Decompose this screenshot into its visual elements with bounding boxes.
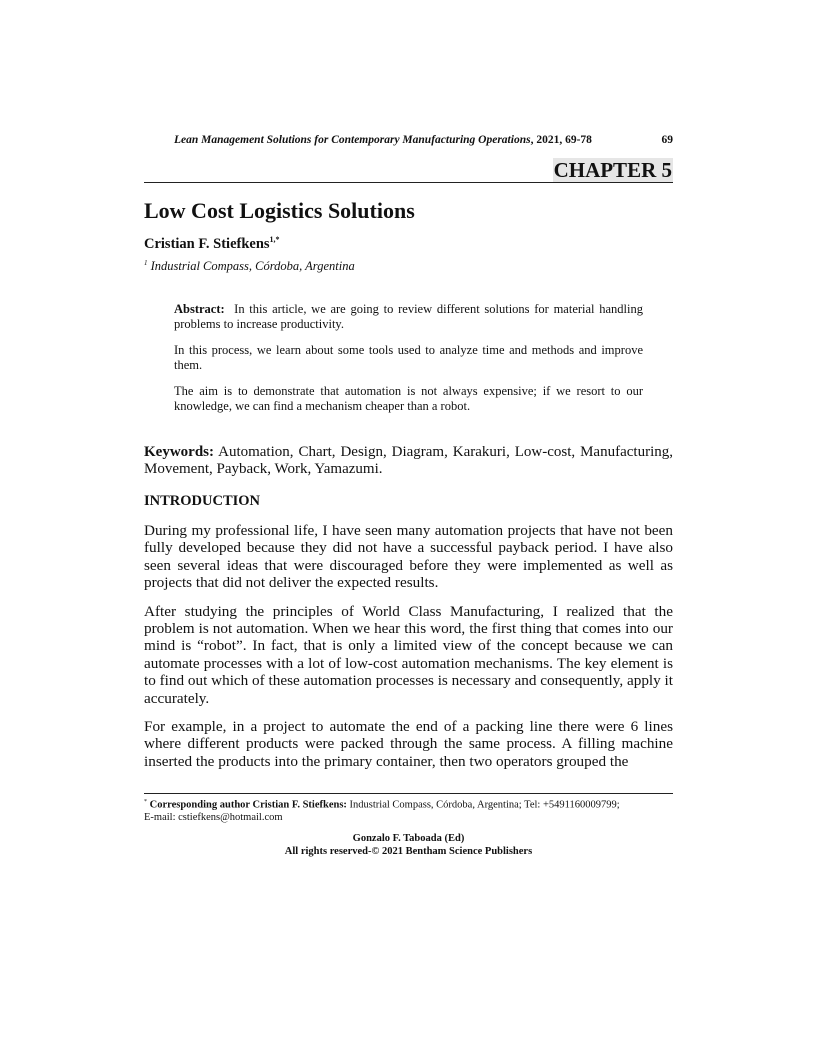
body-text bbox=[144, 522, 673, 781]
affiliation-mark: 1 bbox=[144, 259, 148, 267]
abstract bbox=[174, 302, 643, 425]
rights-line: All rights reserved-© 2021 Bentham Science Publishers bbox=[284, 845, 533, 857]
publisher-info bbox=[144, 833, 673, 858]
footnote bbox=[144, 796, 673, 825]
abstract-paragraph: In this process, we learn about some tools used to analyze time and methods and improve them. bbox=[174, 343, 643, 372]
editor-line: Gonzalo F. Taboada (Ed) bbox=[352, 833, 465, 844]
body-paragraph: For example, in a project to automate the end of a packing line there were 6 lines where different products were packed through the same process. A filling machine inserted the products into the primary container, then two operators grouped the bbox=[144, 718, 673, 770]
chapter-label: CHAPTER 5 bbox=[553, 158, 672, 182]
section-heading: INTRODUCTION bbox=[144, 493, 261, 509]
keywords-label: Keywords: bbox=[144, 444, 214, 460]
footnote-text: Industrial Compass, Córdoba, Argentina; Tel: +5491160009799; bbox=[346, 799, 620, 811]
footnote-divider bbox=[144, 793, 673, 794]
abstract-paragraph: The aim is to demonstrate that automation is not always expensive; if we resort to our knowledge, we can find a mechanism cheaper than a robot. bbox=[174, 384, 643, 413]
author-name: Cristian F. Stiefkens bbox=[144, 235, 270, 252]
abstract-text: In this article, we are going to review different solutions for material handling problems to increase productivity. bbox=[174, 302, 643, 331]
body-paragraph: After studying the principles of World Class Manufacturing, I realized that the problem is not automation. When we hear this word, the first thing that comes into our mind is “robot”. In fact, that is only a limited view of the concept because we can automate processes with a lot of low-cost automation mechanisms. The key element is to find out which of these automation processes is necessary and consequently, apply it accurately. bbox=[144, 602, 673, 707]
abstract-label: Abstract: bbox=[174, 302, 225, 316]
author bbox=[144, 235, 280, 253]
page-number: 69 bbox=[661, 134, 673, 146]
running-header-text bbox=[174, 134, 592, 146]
footnote-mark: * bbox=[144, 799, 147, 805]
keywords bbox=[144, 444, 673, 478]
book-title: Lean Management Solutions for Contemporary Manufacturing Operations bbox=[174, 134, 531, 146]
chapter-title: Low Cost Logistics Solutions bbox=[144, 198, 415, 223]
affiliation-text: Industrial Compass, Córdoba, Argentina bbox=[150, 259, 355, 274]
affiliation bbox=[144, 259, 355, 274]
footnote-email: E-mail: cstiefkens@hotmail.com bbox=[144, 812, 283, 823]
year-pages: , 2021, 69-78 bbox=[530, 134, 592, 146]
abstract-paragraph bbox=[174, 302, 643, 331]
author-marks: 1,* bbox=[269, 235, 280, 244]
footnote-label: Corresponding author Cristian F. Stiefkens: bbox=[149, 799, 347, 811]
chapter-banner bbox=[144, 158, 673, 183]
keywords-text: Automation, Chart, Design, Diagram, Karakuri, Low-cost, Manufacturing, Movement, Payback, Work, Yamazumi. bbox=[144, 444, 673, 477]
body-paragraph: During my professional life, I have seen many automation projects that have not been fully developed because they did not have a successful payback period. I have also seen several ideas that were discouraged before they were implemented as well as projects that did not deliver the expected results. bbox=[144, 522, 673, 592]
